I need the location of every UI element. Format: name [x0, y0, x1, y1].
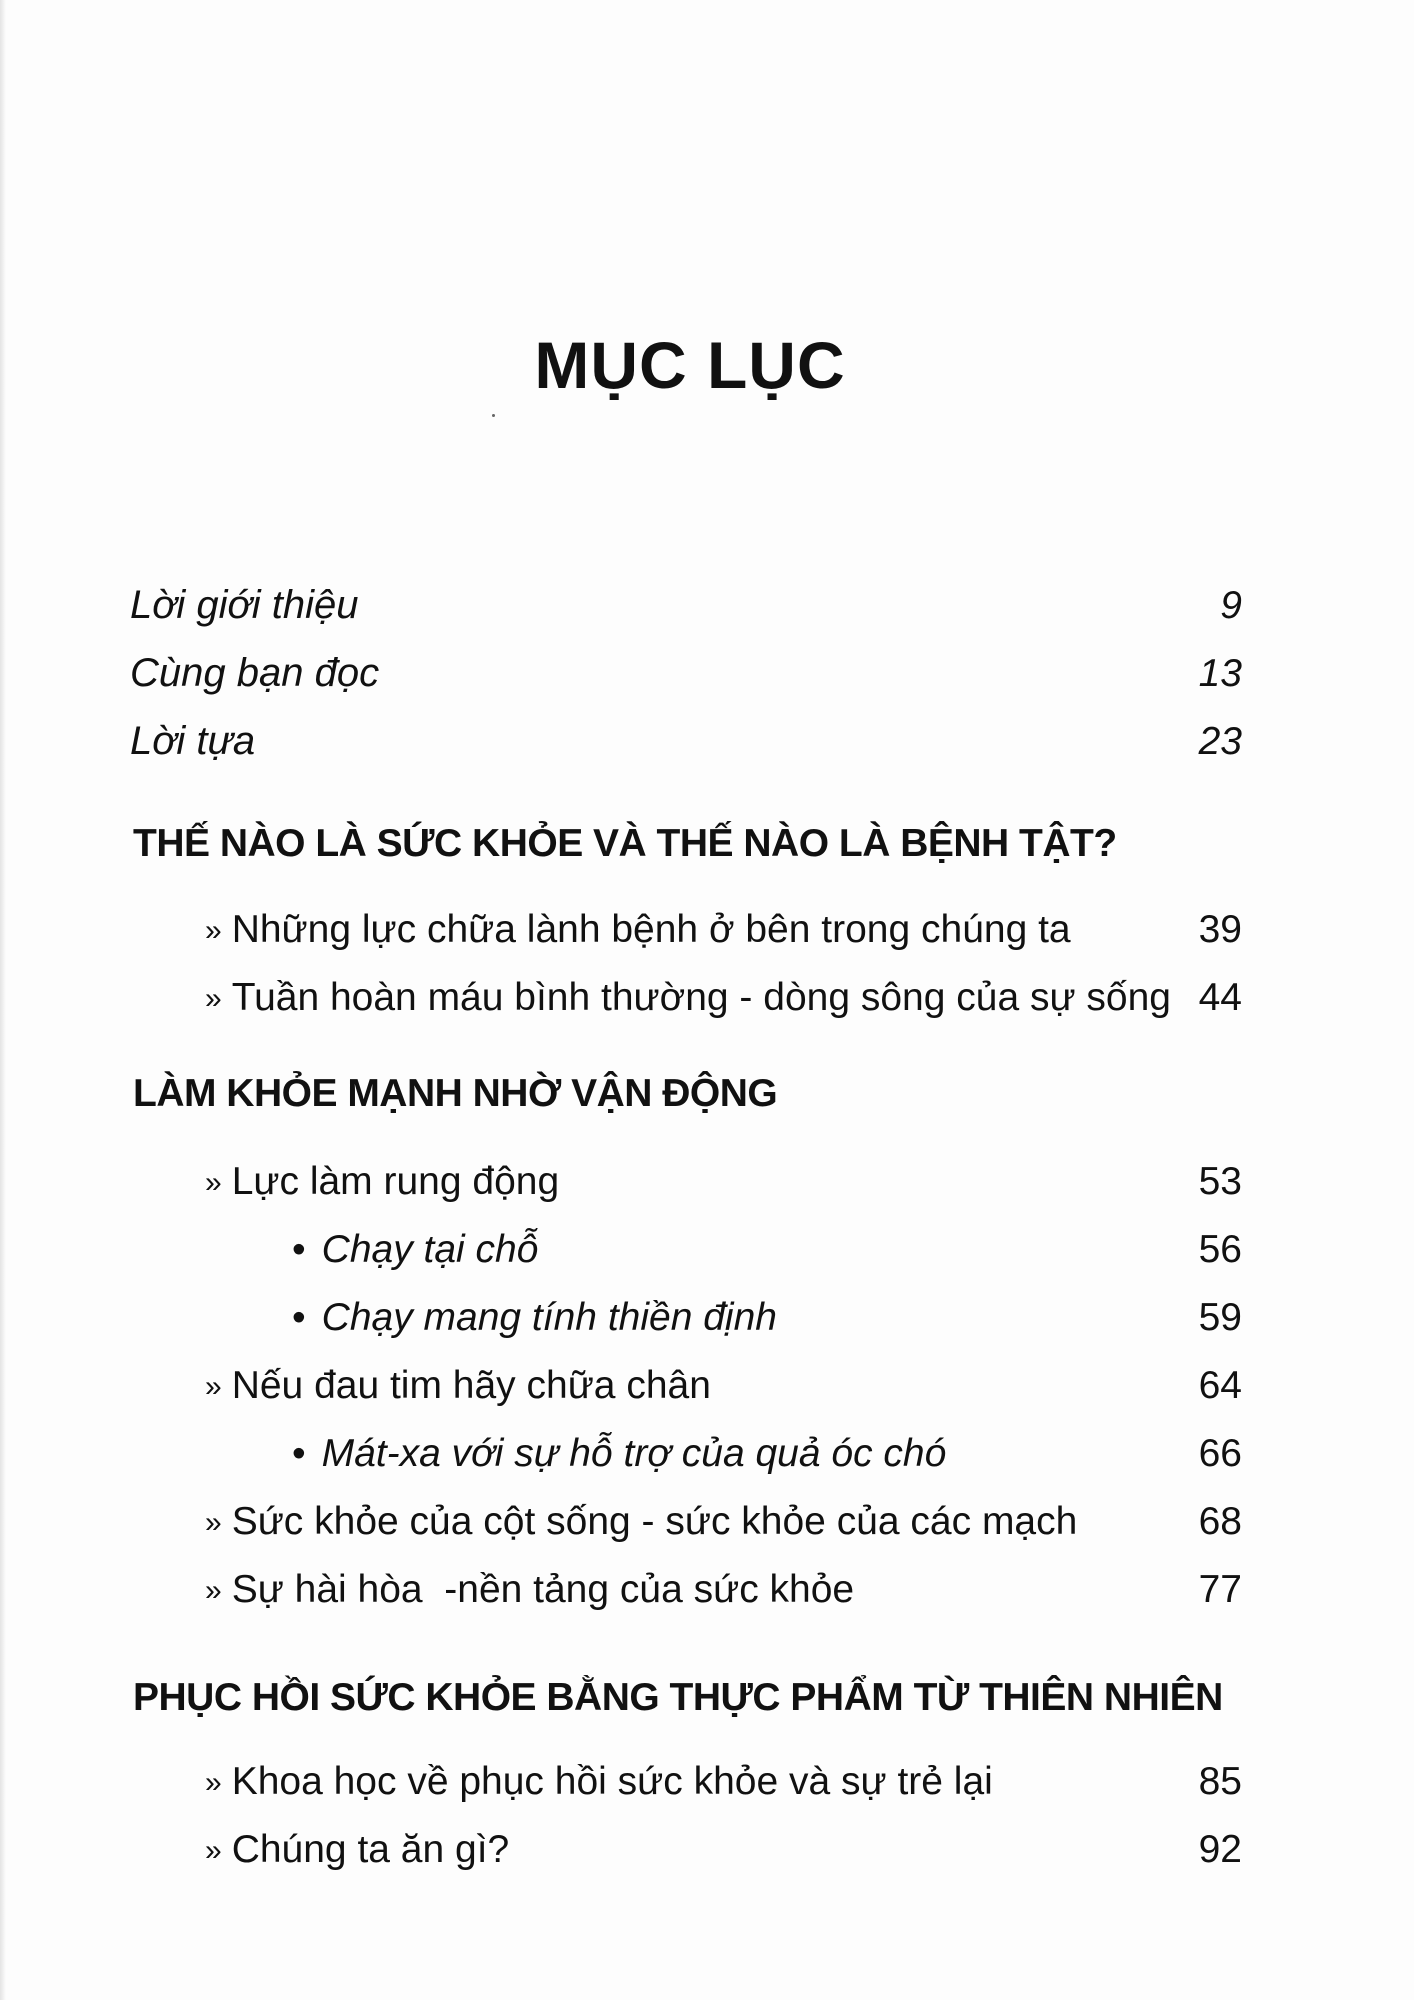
- entry-marker-icon: »: [205, 1506, 222, 1539]
- entry-marker-icon: »: [205, 1370, 222, 1403]
- entry-marker-icon: »: [205, 1574, 222, 1607]
- toc-entry-label: Sự hài hòa -nền tảng của sức khỏe: [231, 1568, 855, 1611]
- entry-marker-icon: »: [205, 1166, 222, 1199]
- toc-entry-label: Nếu đau tim hãy chữa chân: [231, 1364, 711, 1407]
- entry-marker-icon: »: [205, 982, 222, 1015]
- toc-front-label: Lời giới thiệu: [130, 583, 359, 627]
- toc-page-number: 59: [1198, 1296, 1242, 1339]
- toc-entry: [0, 972, 1414, 1028]
- toc-page-number: 64: [1198, 1364, 1242, 1407]
- bullet-icon: •: [292, 1228, 306, 1271]
- toc-front-item: [0, 648, 1414, 704]
- toc-entry: [0, 1824, 1414, 1880]
- toc-sub-entry: [0, 1224, 1414, 1280]
- page-title: MỤC LỤC: [534, 328, 846, 402]
- toc-entry: [0, 1496, 1414, 1552]
- toc-entry: [0, 1564, 1414, 1620]
- bullet-icon: •: [292, 1432, 306, 1475]
- toc-page-number: 9: [1220, 584, 1242, 627]
- toc-entry-label: Khoa học về phục hồi sức khỏe và sự trẻ lại: [231, 1760, 993, 1803]
- toc-front-item: [0, 716, 1414, 772]
- toc-sub-entry-label: Mát-xa với sự hỗ trợ của quả óc chó: [321, 1432, 947, 1475]
- toc-page-number: 85: [1198, 1760, 1242, 1803]
- toc-entry-label: Lực làm rung động: [231, 1160, 560, 1203]
- toc-entry: [0, 1156, 1414, 1212]
- toc-entry-label: Tuần hoàn máu bình thường - dòng sông của sự sống: [231, 976, 1171, 1019]
- bullet-icon: •: [292, 1296, 306, 1339]
- toc-page-number: 13: [1198, 652, 1242, 695]
- toc-page-number: 66: [1198, 1432, 1242, 1475]
- toc-page-number: 68: [1198, 1500, 1242, 1543]
- toc-page-number: 53: [1198, 1160, 1242, 1203]
- toc-entry: [0, 904, 1414, 960]
- entry-marker-icon: »: [205, 914, 222, 947]
- toc-sub-entry-label: Chạy mang tính thiền định: [321, 1296, 777, 1339]
- toc-front-label: Lời tựa: [130, 719, 256, 763]
- toc-sub-entry: [0, 1292, 1414, 1348]
- toc-section-heading: THẾ NÀO LÀ SỨC KHỎE VÀ THẾ NÀO LÀ BỆNH TẬT?: [133, 822, 1117, 865]
- toc-section-heading: PHỤC HỒI SỨC KHỎE BẰNG THỰC PHẨM TỪ THIÊN NHIÊN: [133, 1676, 1223, 1719]
- toc-front-item: [0, 580, 1414, 636]
- toc-entry-label: Những lực chữa lành bệnh ở bên trong chúng ta: [231, 908, 1071, 951]
- toc-entry-label: Chúng ta ăn gì?: [231, 1828, 510, 1871]
- toc-page-number: 39: [1198, 908, 1242, 951]
- toc-front-label: Cùng bạn đọc: [130, 651, 380, 695]
- toc-entry-label: Sức khỏe của cột sống - sức khỏe của các mạch: [231, 1500, 1078, 1543]
- toc-page-number: 56: [1198, 1228, 1242, 1271]
- toc-sub-entry-label: Chạy tại chỗ: [321, 1228, 539, 1271]
- toc-entry: [0, 1360, 1414, 1416]
- toc-entry: [0, 1756, 1414, 1812]
- print-speck: [492, 414, 495, 417]
- toc-page-number: 23: [1198, 720, 1242, 763]
- entry-marker-icon: »: [205, 1834, 222, 1867]
- entry-marker-icon: »: [205, 1766, 222, 1799]
- toc-page-number: 77: [1198, 1568, 1242, 1611]
- toc-section-heading: LÀM KHỎE MẠNH NHỜ VẬN ĐỘNG: [133, 1072, 778, 1115]
- toc-page-number: 92: [1198, 1828, 1242, 1871]
- toc-sub-entry: [0, 1428, 1414, 1484]
- toc-page-number: 44: [1198, 976, 1242, 1019]
